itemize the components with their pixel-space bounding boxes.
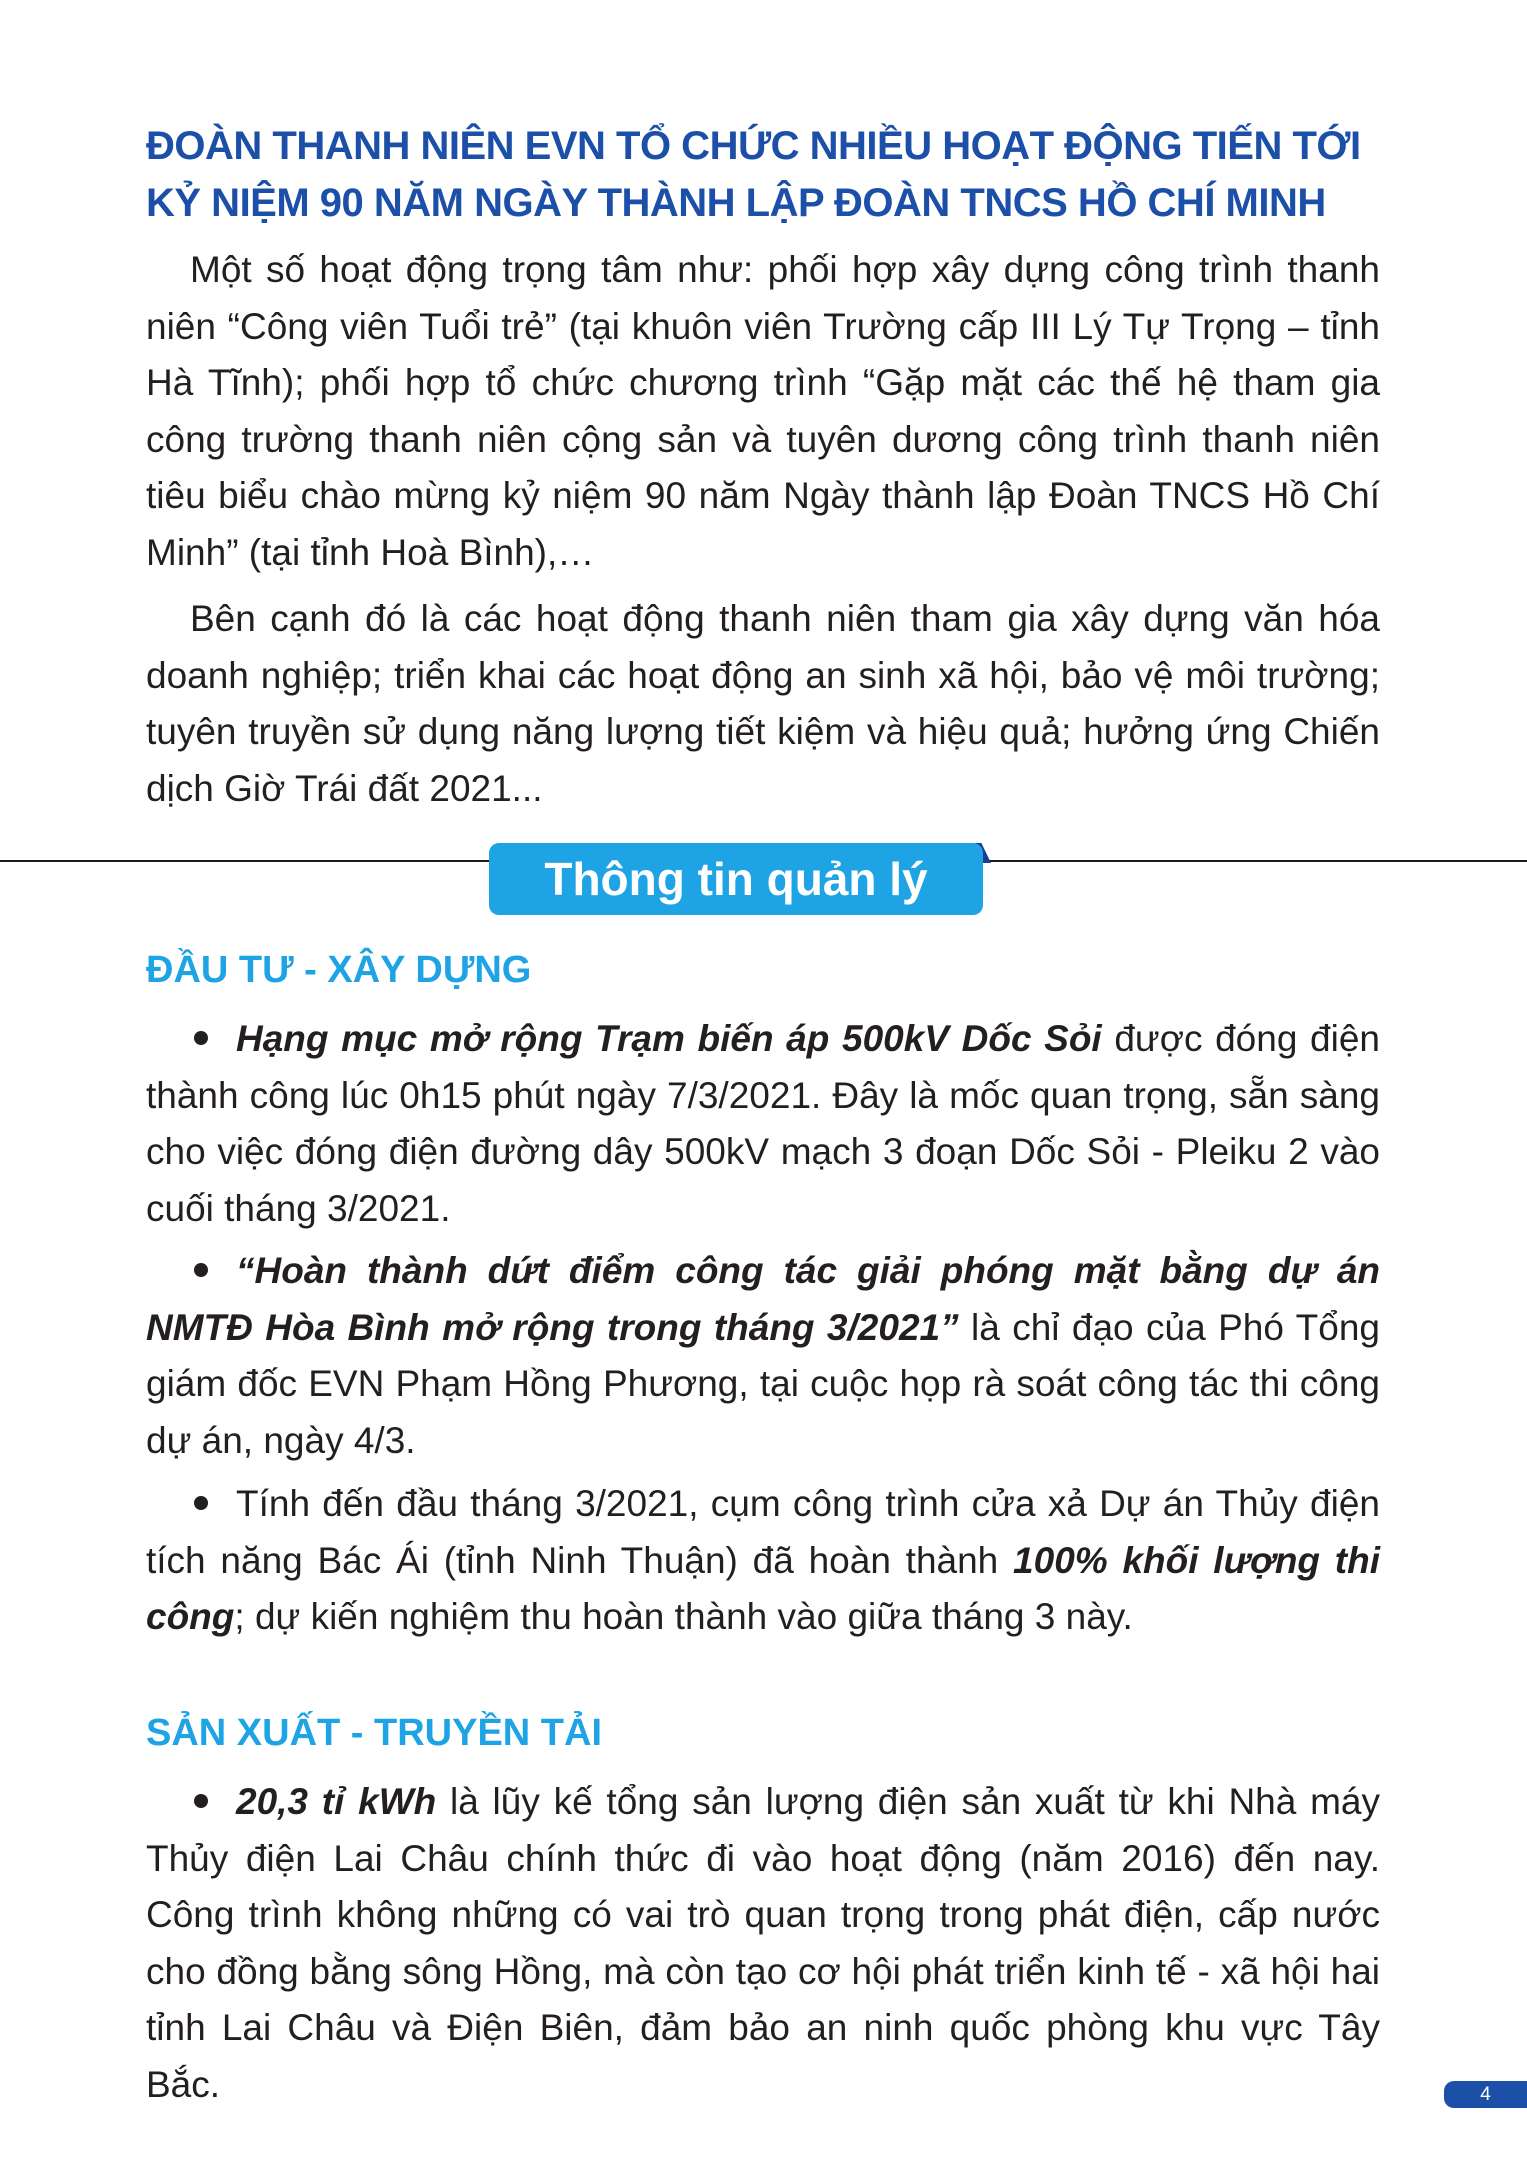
section-banner: Thông tin quản lý xyxy=(489,843,983,915)
bullet-2-text: là chỉ đạo của Phó Tổng giám đốc EVN Phạm Hồng Phương, tại cuộc họp rà soát công tác thi công dự án, ngày 4/3. xyxy=(146,1306,1380,1461)
investment-bullet-3 xyxy=(146,1476,1380,1646)
bullet-2-emphasis: “Hoàn thành dứt điểm công tác giải phóng mặt bằng dự án NMTĐ Hòa Bình mở rộng trong tháng 3/2021” xyxy=(146,1250,1380,1348)
bullet-1-emphasis: Hạng mục mở rộng Trạm biến áp 500kV Dốc Sỏi xyxy=(236,1018,1102,1059)
article-title: ĐOÀN THANH NIÊN EVN TỔ CHỨC NHIỀU HOẠT ĐỘNG TIẾN TỚI KỶ NIỆM 90 NĂM NGÀY THÀNH LẬP ĐOÀN TNCS HỒ CHÍ MINH xyxy=(146,124,1361,225)
investment-bullet-1 xyxy=(146,1011,1380,1237)
bullet-3-text-pre: Tính đến đầu tháng 3/2021, cụm công trình cửa xả Dự án Thủy điện tích năng Bác Ái (tỉnh Ninh Thuận) đã hoàn thành xyxy=(146,1483,1380,1581)
article-paragraph-1: Một số hoạt động trọng tâm như: phối hợp xây dựng công trình thanh niên “Công viên Tuổi trẻ” (tại khuôn viên Trường cấp III Lý Tự Trọng – tỉnh Hà Tĩnh); phối hợp tổ chức chương trình “Gặp mặt các thế hệ tham gia công trường thanh niên cộng sản và tuyên dương công trình thanh niên tiêu biểu chào mừng kỷ niệm 90 năm Ngày thành lập Đoàn TNCS Hồ Chí Minh” (tại tỉnh Hoà Bình),… xyxy=(146,249,1380,573)
bullet-dot-icon xyxy=(194,1794,208,1808)
article-paragraph-2: Bên cạnh đó là các hoạt động thanh niên tham gia xây dựng văn hóa doanh nghiệp; triển khai các hoạt động an sinh xã hội, bảo vệ môi trường; tuyên truyền sử dụng năng lượng tiết kiệm và hiệu quả; hưởng ứng Chiến dịch Giờ Trái đất 2021... xyxy=(146,598,1380,809)
production-bullet-1 xyxy=(146,1774,1380,2113)
bullet-dot-icon xyxy=(194,1031,208,1045)
investment-bullet-2 xyxy=(146,1243,1380,1469)
bullet-dot-icon xyxy=(194,1496,208,1510)
production-bullet-emphasis: 20,3 tỉ kWh xyxy=(236,1781,437,1822)
production-heading: SẢN XUẤT - TRUYỀN TẢI xyxy=(146,1712,602,1754)
production-bullet-text: là lũy kế tổng sản lượng điện sản xuất từ khi Nhà máy Thủy điện Lai Châu chính thức đi vào hoạt động (năm 2016) đến nay. Công trình không những có vai trò quan trọng trong phát điện, cấp nước cho đồng bằng sông Hồng, mà còn tạo cơ hội phát triển kinh tế - xã hội hai tỉnh Lai Châu và Điện Biên, đảm bảo an ninh quốc phòng khu vực Tây Bắc. xyxy=(146,1781,1380,2105)
bullet-3-text: ; dự kiến nghiệm thu hoàn thành vào giữa tháng 3 này. xyxy=(234,1596,1133,1637)
bullet-3-emphasis: 100% khối lượng thi công xyxy=(146,1539,1380,1637)
investment-heading: ĐẦU TƯ - XÂY DỰNG xyxy=(146,949,532,991)
bullet-1-text: được đóng điện thành công lúc 0h15 phút ngày 7/3/2021. Đây là mốc quan trọng, sẵn sàng cho việc đóng điện đường dây 500kV mạch 3 đoạn Dốc Sỏi - Pleiku 2 vào cuối tháng 3/2021. xyxy=(146,1018,1380,1229)
page-number: 4 xyxy=(1444,2081,1527,2108)
bullet-dot-icon xyxy=(194,1263,208,1277)
